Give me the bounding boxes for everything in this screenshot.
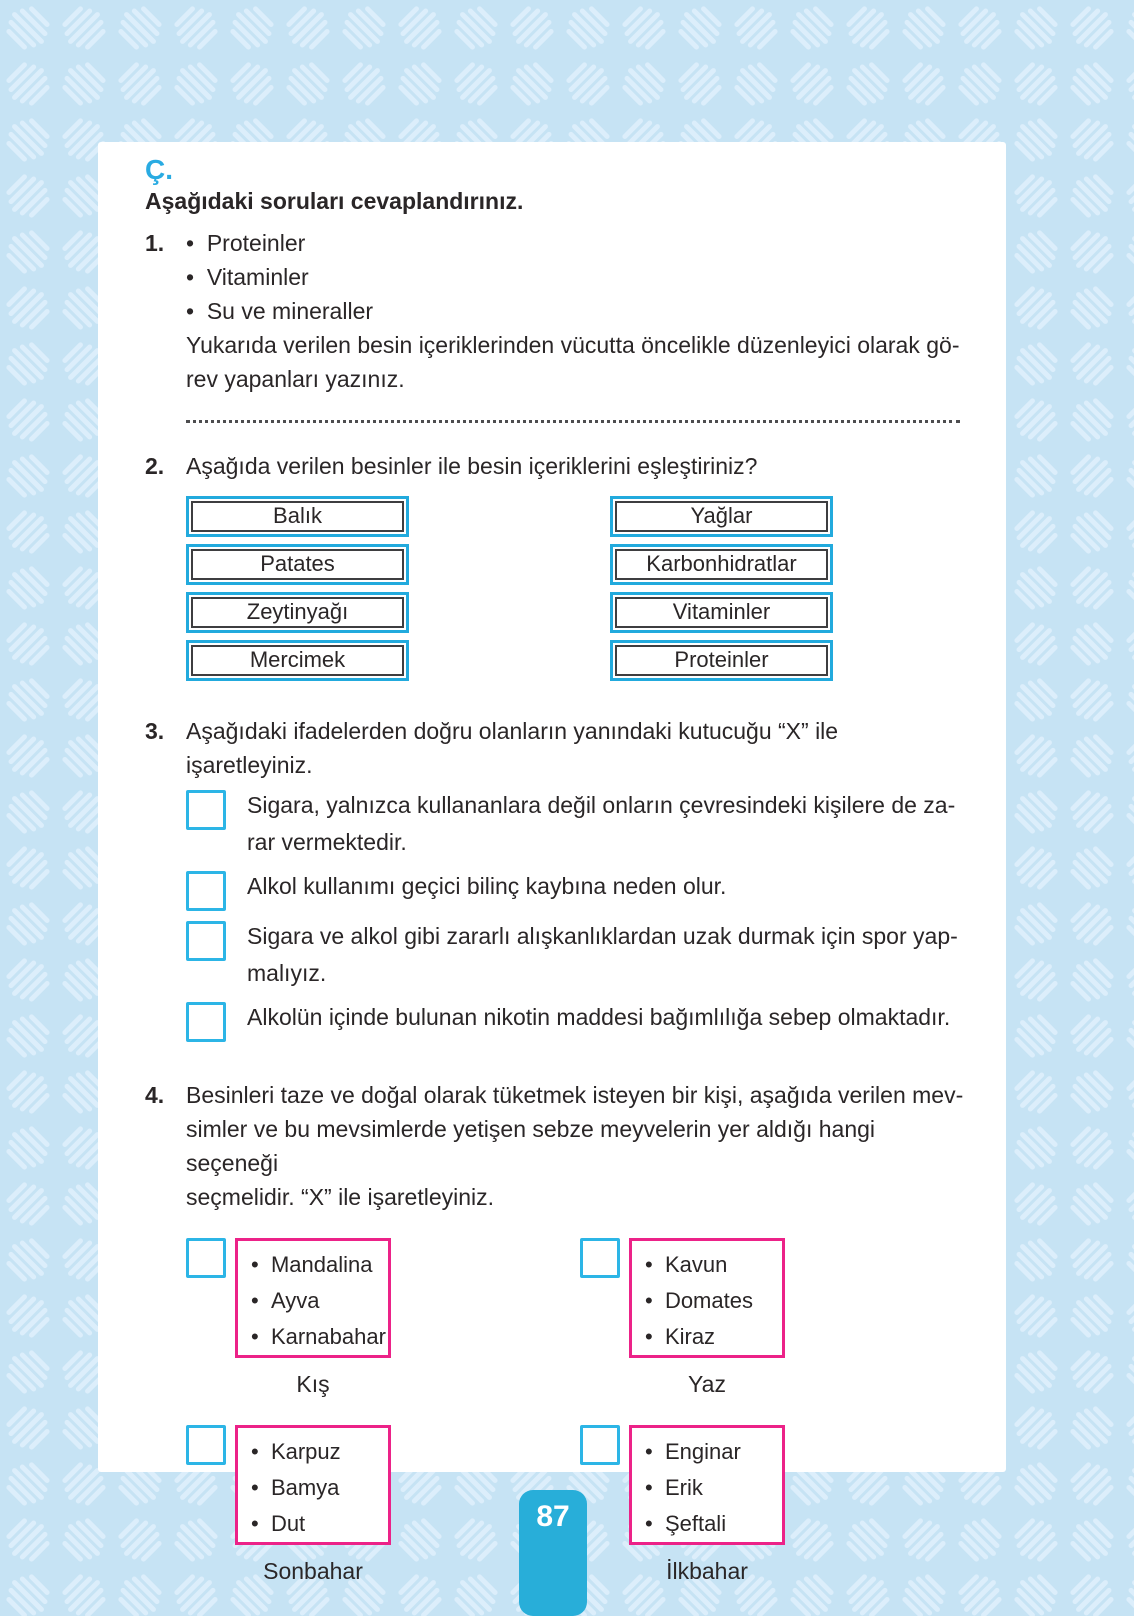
- statement-row: [186, 790, 966, 861]
- match-column-nutrients: [610, 496, 833, 688]
- page-number: 87: [536, 1500, 570, 1533]
- answer-line[interactable]: [186, 416, 960, 423]
- statement-text: Sigara ve alkol gibi zararlı alışkanlıklardan uzak durmak için spor yap- malıyız.: [247, 923, 958, 986]
- option-box: • Mandalina • Ayva • Karnabahar: [235, 1238, 391, 1358]
- option-box: • Karpuz • Bamya • Dut: [235, 1425, 391, 1545]
- statement-text: Alkol kullanımı geçici bilinç kaybına neden olur.: [247, 873, 727, 899]
- page-number-badge: [519, 1490, 587, 1616]
- question-4-number: 4.: [145, 1082, 165, 1108]
- option-sonbahar: [186, 1425, 391, 1588]
- match-box-nutrient[interactable]: Karbonhidratlar: [610, 544, 833, 585]
- question-4-prompt-line: Besinleri taze ve doğal olarak tüketmek isteyen bir kişi, aşağıda verilen mev-: [186, 1082, 964, 1108]
- bullet-item: • Proteinler: [186, 226, 966, 260]
- question-1-number: 1.: [145, 230, 165, 256]
- season-label: Kış: [296, 1371, 330, 1397]
- statement-text: Alkolün içinde bulunan nikotin maddesi bağımlılığa sebep olmaktadır.: [247, 1004, 951, 1030]
- option-checkbox[interactable]: [580, 1238, 620, 1278]
- option-checkbox[interactable]: [580, 1425, 620, 1465]
- question-2-prompt: Aşağıda verilen besinler ile besin içeriklerini eşleştiriniz?: [186, 453, 758, 479]
- question-1-prompt-line: Yukarıda verilen besin içeriklerinden vücutta öncelikle düzenleyici olarak gö-: [186, 332, 960, 358]
- question-3: [145, 714, 966, 1052]
- question-2: [145, 449, 966, 688]
- match-box-food[interactable]: Zeytinyağı: [186, 592, 409, 633]
- question-1-prompt-line: rev yapanları yazınız.: [186, 366, 405, 392]
- question-3-prompt: Aşağıdaki ifadelerden doğru olanların yanındaki kutucuğu “X” ile işaretleyiniz.: [186, 718, 839, 778]
- statement-row: [186, 871, 966, 911]
- statement-checkbox[interactable]: [186, 1002, 226, 1042]
- question-4-prompt-line: simler ve bu mevsimlerde yetişen sebze meyvelerin yer aldığı hangi seçeneği: [186, 1116, 876, 1176]
- instructions: Aşağıdaki soruları cevaplandırınız.: [145, 188, 524, 214]
- bullet-item: • Su ve mineraller: [186, 294, 966, 328]
- option-checkbox[interactable]: [186, 1425, 226, 1465]
- statement-text: Sigara, yalnızca kullananlara değil onların çevresindeki kişilere de za- rar vermektedir.: [247, 792, 956, 855]
- statement-checkbox[interactable]: [186, 871, 226, 911]
- match-box-nutrient[interactable]: Proteinler: [610, 640, 833, 681]
- match-box-food[interactable]: Balık: [186, 496, 409, 537]
- section-letter: Ç.: [145, 154, 173, 185]
- statement-row: [186, 921, 966, 992]
- match-box-nutrient[interactable]: Vitaminler: [610, 592, 833, 633]
- season-label: Yaz: [688, 1371, 726, 1397]
- statement-checkbox[interactable]: [186, 921, 226, 961]
- option-box: • Enginar • Erik • Şeftali: [629, 1425, 785, 1545]
- option-yaz: [580, 1238, 785, 1401]
- question-1: [145, 226, 966, 423]
- bullet-item: • Vitaminler: [186, 260, 966, 294]
- match-column-foods: [186, 496, 409, 688]
- option-ilkbahar: [580, 1425, 785, 1588]
- option-box: • Kavun • Domates • Kiraz: [629, 1238, 785, 1358]
- statement-checkbox[interactable]: [186, 790, 226, 830]
- option-checkbox[interactable]: [186, 1238, 226, 1278]
- match-box-food[interactable]: Mercimek: [186, 640, 409, 681]
- question-3-number: 3.: [145, 718, 165, 744]
- match-box-food[interactable]: Patates: [186, 544, 409, 585]
- match-box-nutrient[interactable]: Yağlar: [610, 496, 833, 537]
- question-2-number: 2.: [145, 453, 165, 479]
- question-4-prompt-line: seçmelidir. “X” ile işaretleyiniz.: [186, 1184, 495, 1210]
- season-label: Sonbahar: [263, 1558, 363, 1584]
- statement-row: [186, 1002, 966, 1042]
- season-label: İlkbahar: [666, 1558, 748, 1584]
- option-kis: [186, 1238, 391, 1401]
